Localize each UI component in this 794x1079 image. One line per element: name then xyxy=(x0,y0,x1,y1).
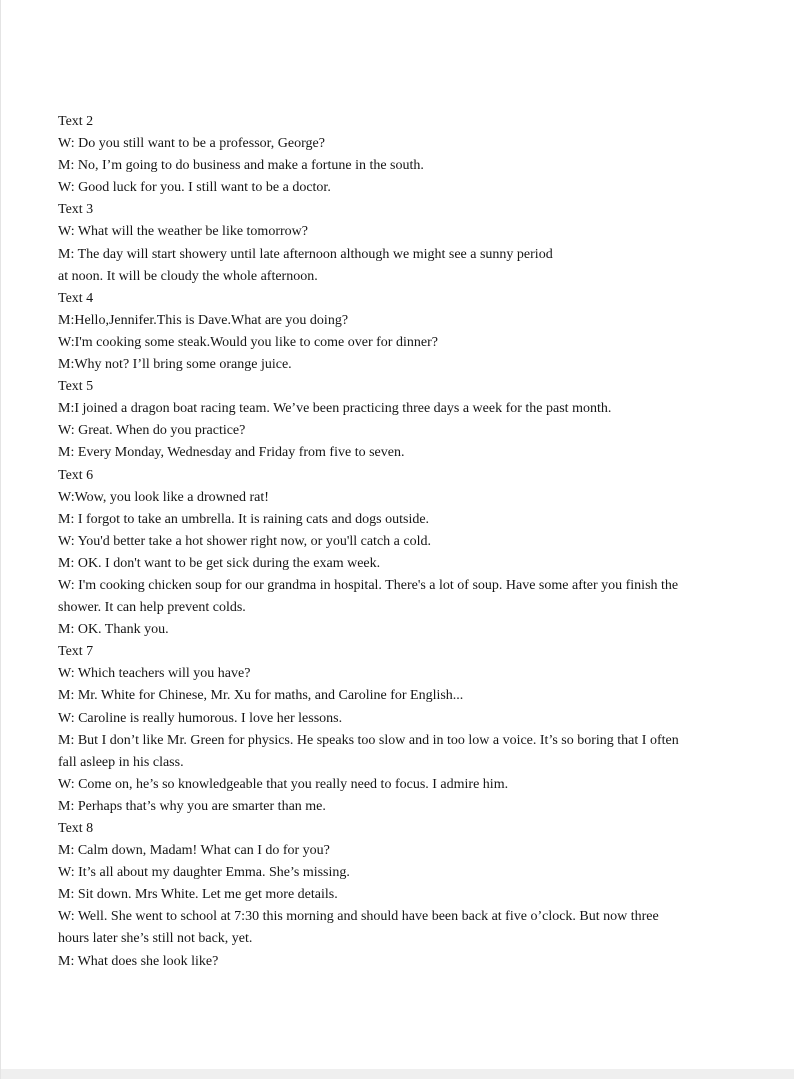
dialogue-line: M: Calm down, Madam! What can I do for you? xyxy=(58,843,330,859)
section-heading: Text 7 xyxy=(58,644,94,660)
dialogue-line: M: The day will start showery until late afternoon although we might see a sunny period xyxy=(58,246,553,262)
section-heading: Text 4 xyxy=(58,290,94,306)
dialogue-line: W: You'd better take a hot shower right now, or you'll catch a cold. xyxy=(58,533,431,549)
dialogue-line: M: Sit down. Mrs White. Let me get more details. xyxy=(58,887,338,903)
dialogue-line: M: Perhaps that’s why you are smarter than me. xyxy=(58,798,326,814)
dialogue-line: W: I'm cooking chicken soup for our grandma in hospital. There's a lot of soup. Have some after you finish the xyxy=(58,577,679,593)
dialogue-line: M: Mr. White for Chinese, Mr. Xu for maths, and Caroline for English... xyxy=(58,688,464,704)
transcript-text xyxy=(58,111,748,973)
dialogue-line: shower. It can help prevent colds. xyxy=(58,600,246,616)
dialogue-line: W: Do you still want to be a professor, George? xyxy=(58,136,325,152)
section-heading: Text 8 xyxy=(58,821,94,836)
dialogue-line: W: Which teachers will you have? xyxy=(58,666,251,682)
dialogue-line: M: Every Monday, Wednesday and Friday from five to seven. xyxy=(58,445,405,461)
dialogue-line: W: It’s all about my daughter Emma. She’s missing. xyxy=(58,865,350,881)
dialogue-line: M: No, I’m going to do business and make a fortune in the south. xyxy=(58,158,424,174)
dialogue-line: fall asleep in his class. xyxy=(58,754,184,770)
dialogue-line: M:Hello,Jennifer.This is Dave.What are you doing? xyxy=(58,312,349,328)
dialogue-line: at noon. It will be cloudy the whole afternoon. xyxy=(58,268,318,284)
section-heading: Text 6 xyxy=(58,467,94,483)
dialogue-line: W:I'm cooking some steak.Would you like to come over for dinner? xyxy=(58,334,438,350)
dialogue-line: M: But I don’t like Mr. Green for physics. He speaks too slow and in too low a voice. It’s so boring that I often xyxy=(58,732,679,748)
dialogue-line: W:Wow, you look like a drowned rat! xyxy=(58,489,269,505)
dialogue-line: M:Why not? I’ll bring some orange juice. xyxy=(58,357,292,373)
page-bottom-edge xyxy=(1,1069,794,1079)
dialogue-line: W: Good luck for you. I still want to be a doctor. xyxy=(58,180,331,196)
section-heading: Text 5 xyxy=(58,379,94,395)
dialogue-line: W: Caroline is really humorous. I love her lessons. xyxy=(58,710,343,726)
dialogue-line: W: Come on, he’s so knowledgeable that you really need to focus. I admire him. xyxy=(58,776,509,792)
dialogue-line: M: What does she look like? xyxy=(58,953,219,969)
dialogue-line: hours later she’s still not back, yet. xyxy=(58,931,253,947)
dialogue-line: M: OK. I don't want to be get sick during the exam week. xyxy=(58,555,381,571)
dialogue-line: W: What will the weather be like tomorrow? xyxy=(58,224,308,240)
dialogue-line: W: Great. When do you practice? xyxy=(58,423,246,439)
dialogue-line: M: OK. Thank you. xyxy=(58,622,169,638)
dialogue-line: W: Well. She went to school at 7:30 this morning and should have been back at five o’clock. But now three xyxy=(58,909,659,925)
section-heading: Text 2 xyxy=(58,114,94,129)
dialogue-line: M: I forgot to take an umbrella. It is raining cats and dogs outside. xyxy=(58,511,430,527)
section-heading: Text 3 xyxy=(58,202,94,218)
dialogue-line: M:I joined a dragon boat racing team. We’ve been practicing three days a week for the past month. xyxy=(58,401,612,417)
